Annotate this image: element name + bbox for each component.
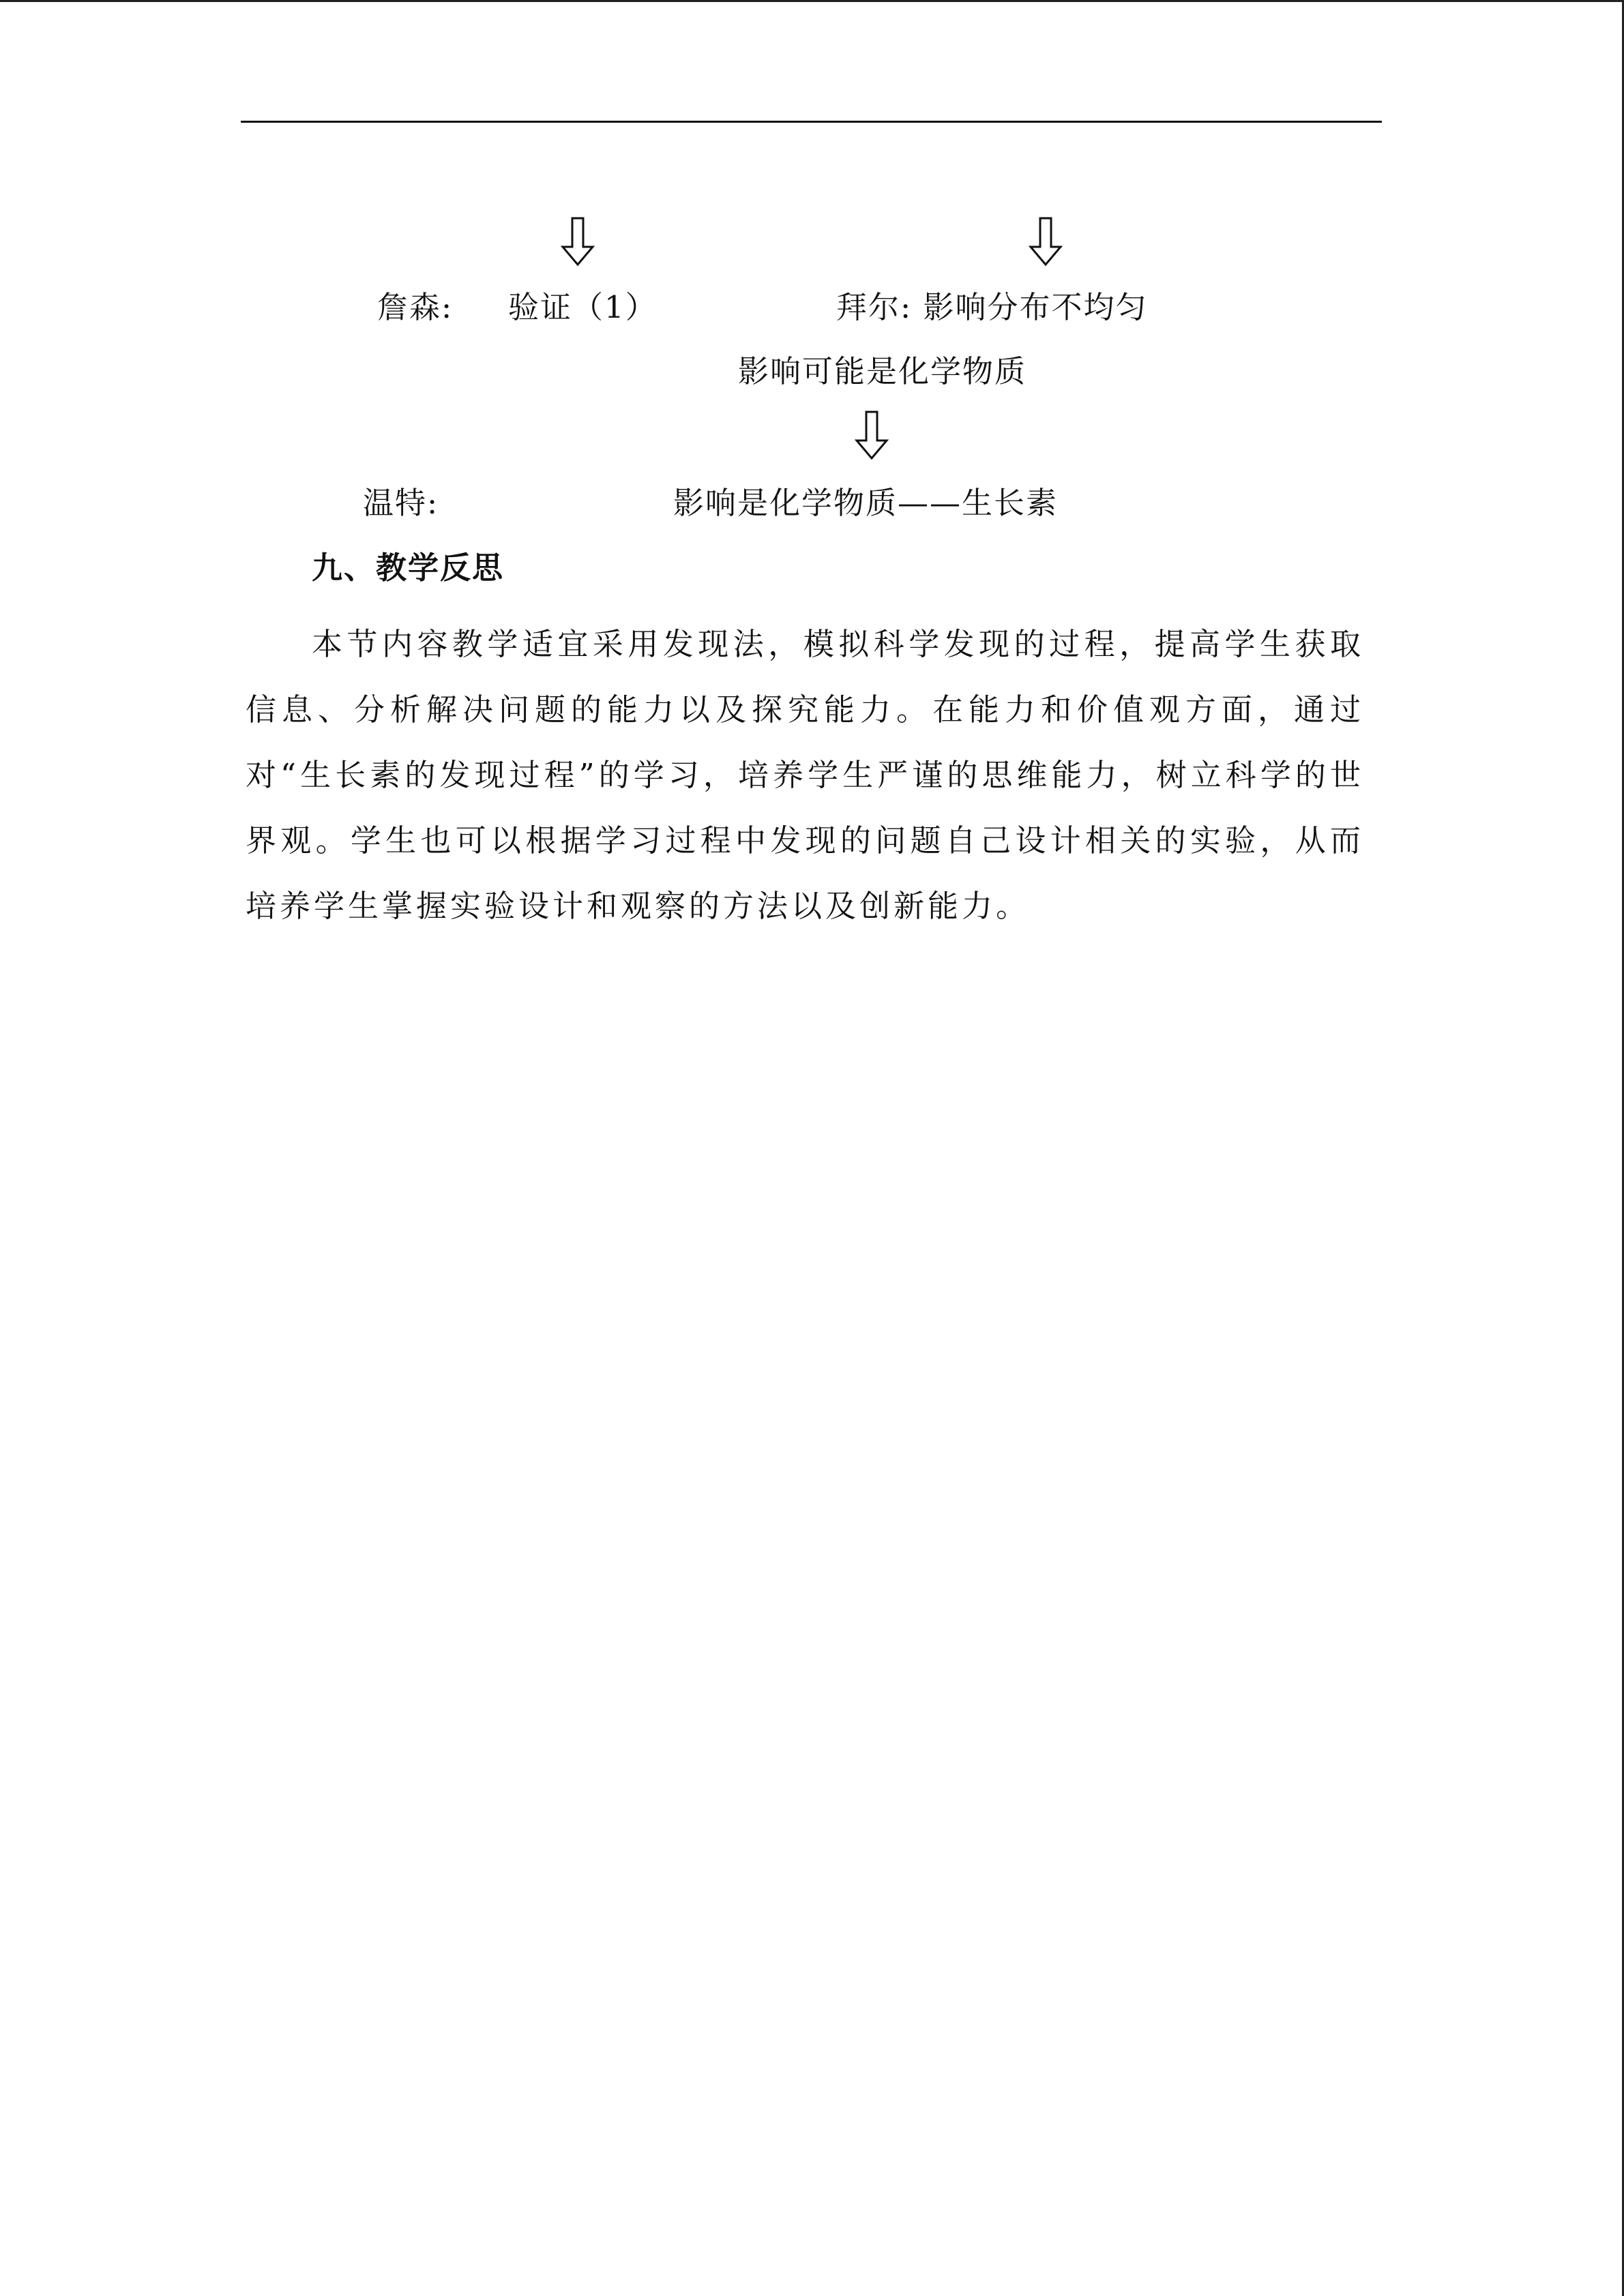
jensen-label: 詹森:: [377, 289, 454, 325]
page-border-top: [0, 0, 1624, 2]
down-arrow-icon: [1029, 217, 1063, 266]
jensen-text: 验证（1）: [508, 289, 658, 325]
header-rule: [241, 121, 1382, 123]
paal-conclusion-text: 影响可能是化学物质: [738, 353, 1027, 389]
section-paragraph: 本节内容教学适宜采用发现法，模拟科学发现的过程，提高学生获取信息、分析解决问题的能力以及探究能力。在能力和价值观方面，通过对“生长素的发现过程”的学习，培养学生严谨的思维能力，树立科学的世界观。学生也可以根据学习过程中发现的问题自己设计相关的实验，从而培养学生掌握实验设计和观察的方法以及创新能力。: [246, 626, 1364, 924]
section-heading: 九、教学反思: [312, 550, 505, 586]
went-label: 温特:: [363, 485, 439, 521]
went-text: 影响是化学物质——生长素: [673, 485, 1059, 521]
down-arrow-icon: [855, 411, 889, 460]
paal-text: 拜尔: 影响分布不均匀: [836, 289, 1148, 325]
down-arrow-icon: [561, 217, 595, 266]
